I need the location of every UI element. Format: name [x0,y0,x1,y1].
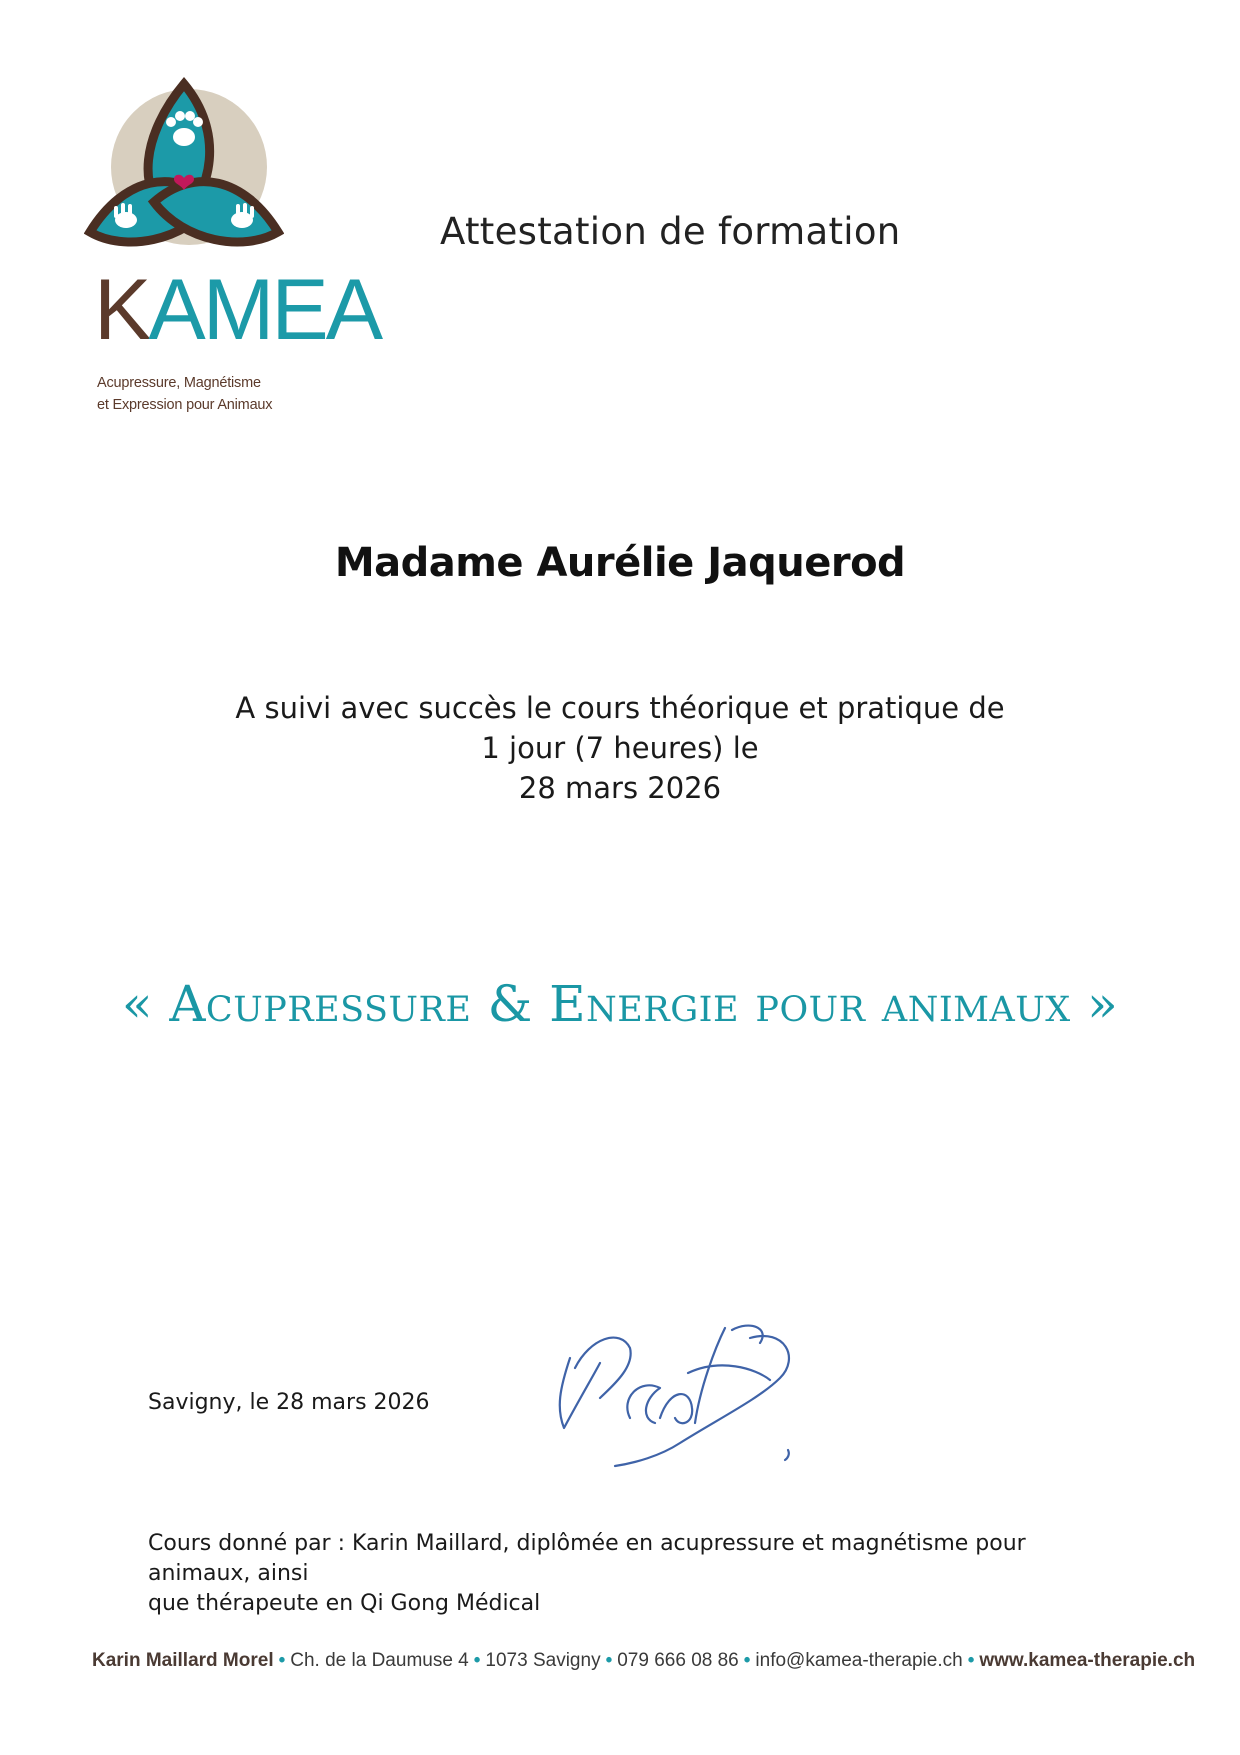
footer-separator: • [473,1650,481,1671]
description-line3: 28 mars 2026 [518,771,722,805]
footer-name: Karin Maillard Morel [92,1650,274,1671]
footer-city: 1073 Savigny [485,1650,601,1671]
place-date: Savigny, le 28 mars 2026 [148,1390,430,1415]
triquetra-emblem-icon [84,72,284,272]
logo-wordmark [94,262,381,358]
logo-tagline-line1: Acupressure, Magnétisme [97,375,261,391]
footer-phone: 079 666 08 86 [617,1650,739,1671]
certificate-title: Attestation de formation [440,210,901,253]
footer-email[interactable]: info@kamea-therapie.ch [755,1650,963,1671]
footer-address: Ch. de la Daumuse 4 [290,1650,469,1671]
instructor-line1: Cours donné par : Karin Maillard, diplômée en acupressure et magnétisme pour animaux, ainsi [148,1531,1026,1586]
logo-wordmark-rest: AMEA [148,262,381,358]
footer-website[interactable]: www.kamea-therapie.ch [979,1650,1196,1671]
description-line2: 1 jour (7 heures) le [481,731,759,765]
kamea-logo [84,72,381,413]
footer-contact [92,1650,1196,1672]
instructor-info [148,1529,1098,1619]
footer-separator: • [278,1650,286,1671]
logo-wordmark-k: K [94,262,149,358]
logo-tagline [97,372,297,416]
description-line1: A suivi avec succès le cours théorique et pratique de [235,691,1005,725]
course-name: « Acupressure & Energie pour animaux » [121,975,1119,1033]
course-description [0,688,1240,808]
footer-separator: • [743,1650,751,1671]
footer-separator: • [605,1650,613,1671]
recipient-name: Madame Aurélie Jaquerod [334,540,906,586]
handwritten-signature-icon [520,1268,820,1478]
logo-tagline-line2: et Expression pour Animaux [97,397,273,413]
instructor-line2: que thérapeute en Qi Gong Médical [148,1591,541,1616]
footer-separator: • [967,1650,975,1671]
